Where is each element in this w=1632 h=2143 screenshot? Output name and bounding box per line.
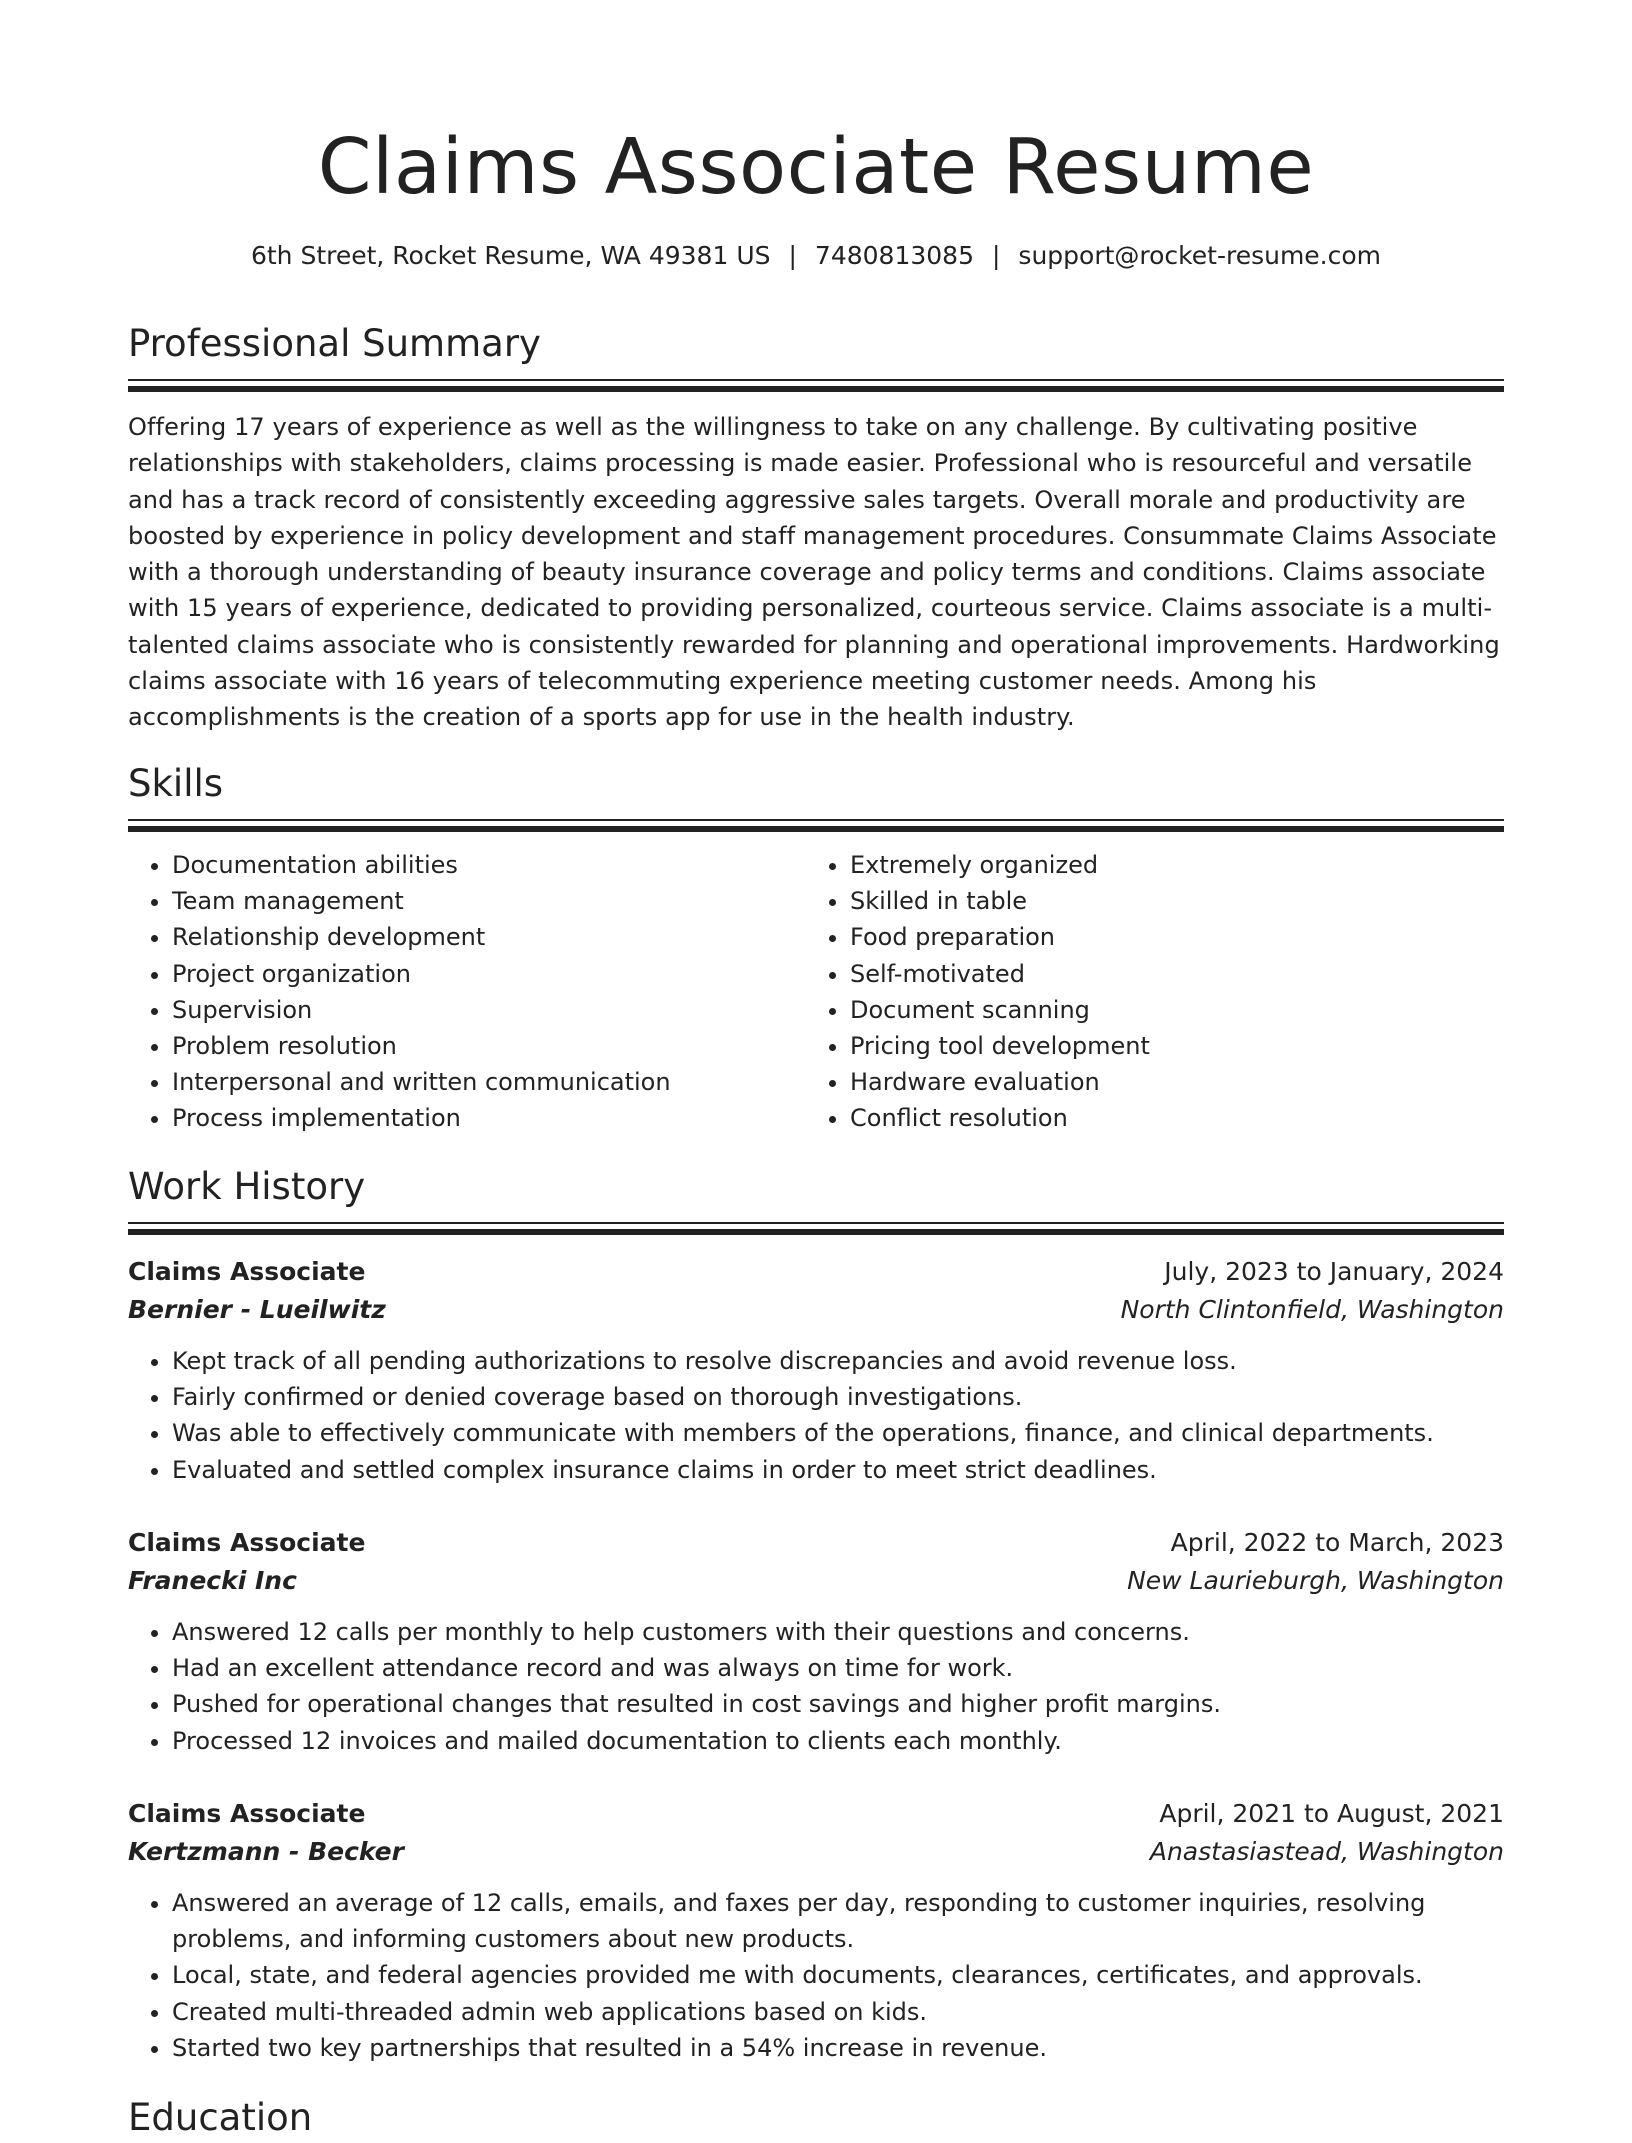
summary-heading: Professional Summary [128,322,541,365]
job-dates: July, 2023 to January, 2024 [1164,1257,1504,1286]
job-bullet: • Local, state, and federal agencies provided me with documents, clearances, certificates, and approvals. [172,1957,1504,1993]
job-header-row [128,1524,1504,1562]
job-bullets [128,1343,1504,1488]
job-dates: April, 2022 to March, 2023 [1170,1528,1504,1557]
contact-email: support@rocket-resume.com [1018,241,1382,270]
job-bullets [128,1885,1504,2066]
section-divider-thick [128,1229,1504,1235]
job-subheader-row [128,1291,1504,1329]
skill-item: • Interpersonal and written communication [172,1064,806,1100]
job-title: Claims Associate [128,1257,366,1286]
section-divider-thick [128,386,1504,392]
skills-section [128,759,1504,1137]
skills-list-left [128,847,806,1137]
work-history-heading: Work History [128,1165,366,1208]
job-company: Bernier - Lueilwitz [128,1295,386,1324]
job-subheader-row [128,1833,1504,1871]
job-bullet: • Pushed for operational changes that resulted in cost savings and higher profit margins. [172,1686,1504,1722]
job-subheader-row [128,1562,1504,1600]
skill-item: • Food preparation [850,919,1484,955]
skill-item: • Team management [172,883,806,919]
skill-item: • Skilled in table [850,883,1484,919]
skill-item: • Pricing tool development [850,1028,1484,1064]
contact-line [128,238,1504,274]
skills-list-right [806,847,1484,1137]
education-heading: Education [128,2096,313,2139]
job-entry [128,1253,1504,1488]
skill-item: • Conflict resolution [850,1100,1484,1136]
section-divider-thin [128,379,1504,381]
job-bullet: • Processed 12 invoices and mailed documentation to clients each monthly. [172,1723,1504,1759]
section-divider-thin [128,819,1504,821]
job-bullet: • Fairly confirmed or denied coverage based on thorough investigations. [172,1379,1504,1415]
work-history-section [128,1162,1504,1235]
skill-item: • Hardware evaluation [850,1064,1484,1100]
skill-item: • Documentation abilities [172,847,806,883]
job-bullet: • Had an excellent attendance record and was always on time for work. [172,1650,1504,1686]
job-dates: April, 2021 to August, 2021 [1159,1799,1504,1828]
job-location: Anastasiastead, Washington [1149,1837,1504,1866]
job-location: North Clintonfield, Washington [1120,1295,1504,1324]
skill-item: • Project organization [172,956,806,992]
section-divider-thick [128,826,1504,832]
job-bullet: • Answered 12 calls per monthly to help customers with their questions and concerns. [172,1614,1504,1650]
skill-item: • Problem resolution [172,1028,806,1064]
skill-item: • Self-motivated [850,956,1484,992]
job-bullet: • Started two key partnerships that resulted in a 54% increase in revenue. [172,2030,1504,2066]
job-header-row [128,1795,1504,1833]
job-location: New Laurieburgh, Washington [1127,1566,1504,1595]
job-entry [128,1524,1504,1759]
job-bullet: • Evaluated and settled complex insurance claims in order to meet strict deadlines. [172,1452,1504,1488]
job-title: Claims Associate [128,1799,366,1828]
job-company: Kertzmann - Becker [128,1837,404,1866]
contact-separator: | [991,241,1001,270]
skill-item: • Document scanning [850,992,1484,1028]
job-bullet: • Created multi-threaded admin web applications based on kids. [172,1994,1504,2030]
contact-phone: 7480813085 [814,241,974,270]
job-bullets [128,1614,1504,1759]
job-title: Claims Associate [128,1528,366,1557]
job-bullet: • Answered an average of 12 calls, emails, and faxes per day, responding to customer inquiries, resolving problems, and informing customers about new products. [172,1885,1504,1957]
job-bullet: • Kept track of all pending authorizations to resolve discrepancies and avoid revenue loss. [172,1343,1504,1379]
section-divider-thin [128,1222,1504,1224]
summary-text: Offering 17 years of experience as well as the willingness to take on any challenge. By cultivating positive relationships with stakeholders, claims processing is made easier. Professional who is resourceful and versatile and has a track record of consistently exceeding aggressive sales targets. Overall morale and productivity are boosted by experience in policy development and staff management procedures. Consummate Claims Associate with a thorough understanding of beauty insurance coverage and policy terms and conditions. Claims associate with 15 years of experience, dedicated to providing personalized, courteous service. Claims associate is a multi-talented claims associate who is consistently rewarded for planning and operational improvements. Hardworking claims associate with 16 years of telecommuting experience meeting customer needs. Among his accomplishments is the creation of a sports app for use in the health industry. [128,413,1500,732]
job-bullet: • Was able to effectively communicate with members of the operations, finance, and clinical departments. [172,1415,1504,1451]
resume-title: Claims Associate Resume [317,123,1315,212]
summary-section [128,319,1504,736]
job-entry [128,1795,1504,2066]
contact-address: 6th Street, Rocket Resume, WA 49381 US [250,241,771,270]
skill-item: • Extremely organized [850,847,1484,883]
job-header-row [128,1253,1504,1291]
skill-item: • Relationship development [172,919,806,955]
contact-separator: | [788,241,797,270]
skill-item: • Supervision [172,992,806,1028]
job-company: Franecki Inc [128,1566,297,1595]
skills-heading: Skills [128,762,224,805]
skill-item: • Process implementation [172,1100,806,1136]
skills-columns [128,847,1504,1137]
